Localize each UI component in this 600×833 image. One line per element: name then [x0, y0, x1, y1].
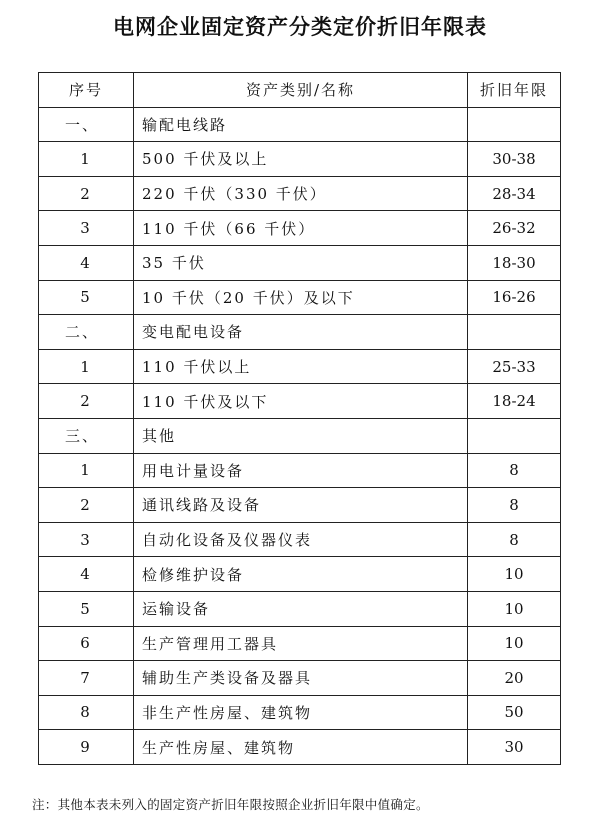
table-header-row: [39, 73, 561, 108]
table-row: [39, 661, 561, 696]
item-name: 检修维护设备: [134, 557, 468, 592]
item-name: 110 千伏及以下: [134, 384, 468, 419]
item-no: 9: [39, 730, 134, 765]
section-label: 三、: [39, 418, 134, 453]
section-name: 其他: [134, 418, 468, 453]
table-row: [39, 730, 561, 765]
item-name: 通讯线路及设备: [134, 488, 468, 523]
section-row: [39, 107, 561, 142]
table-row: [39, 453, 561, 488]
item-name: 生产性房屋、建筑物: [134, 730, 468, 765]
item-years: 50: [468, 695, 561, 730]
item-years: 25-33: [468, 349, 561, 384]
item-years: 10: [468, 591, 561, 626]
table-row: [39, 211, 561, 246]
item-no: 2: [39, 176, 134, 211]
item-years: 8: [468, 488, 561, 523]
item-no: 4: [39, 557, 134, 592]
item-no: 2: [39, 488, 134, 523]
item-years: 16-26: [468, 280, 561, 315]
item-no: 1: [39, 349, 134, 384]
item-years: 28-34: [468, 176, 561, 211]
table-row: [39, 142, 561, 177]
item-name: 110 千伏以上: [134, 349, 468, 384]
header-years: 折旧年限: [468, 73, 561, 108]
item-no: 6: [39, 626, 134, 661]
section-label: 二、: [39, 315, 134, 350]
item-no: 5: [39, 591, 134, 626]
item-name: 35 千伏: [134, 245, 468, 280]
item-years: 26-32: [468, 211, 561, 246]
item-years: 30: [468, 730, 561, 765]
header-name: 资产类别/名称: [134, 73, 468, 108]
table-row: [39, 176, 561, 211]
item-name: 生产管理用工器具: [134, 626, 468, 661]
item-no: 1: [39, 142, 134, 177]
item-name: 自动化设备及仪器仪表: [134, 522, 468, 557]
table-row: [39, 522, 561, 557]
item-no: 3: [39, 211, 134, 246]
section-years-empty: [468, 107, 561, 142]
item-name: 220 千伏（330 千伏）: [134, 176, 468, 211]
table-row: [39, 349, 561, 384]
item-name: 10 千伏（20 千伏）及以下: [134, 280, 468, 315]
item-years: 10: [468, 626, 561, 661]
table-row: [39, 280, 561, 315]
table-row: [39, 695, 561, 730]
item-name: 运输设备: [134, 591, 468, 626]
item-no: 2: [39, 384, 134, 419]
item-years: 20: [468, 661, 561, 696]
item-years: 10: [468, 557, 561, 592]
item-no: 7: [39, 661, 134, 696]
item-years: 8: [468, 453, 561, 488]
item-name: 非生产性房屋、建筑物: [134, 695, 468, 730]
item-no: 3: [39, 522, 134, 557]
header-no: 序号: [39, 73, 134, 108]
item-no: 4: [39, 245, 134, 280]
item-no: 5: [39, 280, 134, 315]
table-row: [39, 245, 561, 280]
item-name: 500 千伏及以上: [134, 142, 468, 177]
depreciation-table: [38, 72, 561, 765]
section-years-empty: [468, 315, 561, 350]
section-name: 输配电线路: [134, 107, 468, 142]
table-row: [39, 591, 561, 626]
page-title: 电网企业固定资产分类定价折旧年限表: [113, 15, 487, 39]
item-years: 18-30: [468, 245, 561, 280]
section-label: 一、: [39, 107, 134, 142]
section-row: [39, 418, 561, 453]
table-row: [39, 488, 561, 523]
item-years: 8: [468, 522, 561, 557]
item-name: 用电计量设备: [134, 453, 468, 488]
item-name: 110 千伏（66 千伏）: [134, 211, 468, 246]
item-years: 18-24: [468, 384, 561, 419]
item-years: 30-38: [468, 142, 561, 177]
footnote: 注：其他本表未列入的固定资产折旧年限按照企业折旧年限中值确定。: [32, 797, 429, 812]
item-no: 1: [39, 453, 134, 488]
item-no: 8: [39, 695, 134, 730]
item-name: 辅助生产类设备及器具: [134, 661, 468, 696]
table-row: [39, 384, 561, 419]
table-row: [39, 557, 561, 592]
section-years-empty: [468, 418, 561, 453]
section-name: 变电配电设备: [134, 315, 468, 350]
table-row: [39, 626, 561, 661]
section-row: [39, 315, 561, 350]
